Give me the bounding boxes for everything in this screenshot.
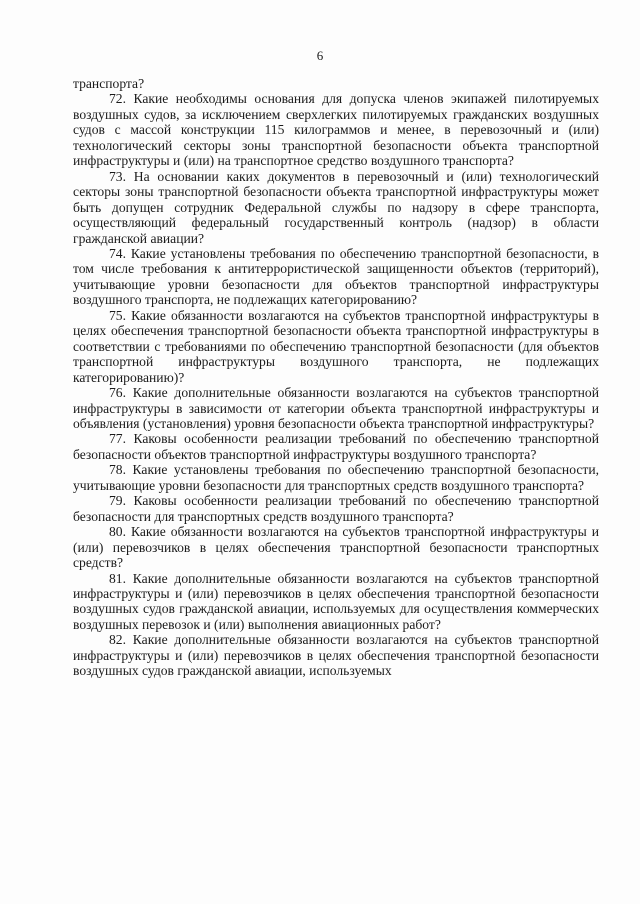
document-body (73, 76, 599, 679)
question-73: 73. На основании каких документов в перевозочный и (или) технологический секторы зоны транспортной безопасности объекта транспортной инфраструктуры может быть допущен сотрудник Федеральной службы по надзору в сфере транспорта, осуществляющий федеральный государственный контроль (надзор) в области гражданской авиации? (73, 168, 599, 246)
question-81: 81. Какие дополнительные обязанности возлагаются на субъектов транспортной инфраструктуры и (или) перевозчиков в целях обеспечения транспортной безопасности воздушных судов гражданской авиации, используемых для осуществления коммерческих воздушных перевозок и (или) выполнения авиационных работ? (73, 570, 599, 632)
question-78: 78. Какие установлены требования по обеспечению транспортной безопасности, учитывающие уровни безопасности для транспортных средств воздушного транспорта? (73, 462, 599, 493)
page-number: 6 (316, 48, 324, 63)
question-72: 72. Какие необходимы основания для допуска членов экипажей пилотируемых воздушных судов, за исключением сверхлегких пилотируемых гражданских воздушных судов с массой конструкции 115 килограммов и менее, в перевозочный и (или) технологический секторы зоны транспортной безопасности объекта транспортной инфраструктуры и (или) на транспортное средство воздушного транспорта? (73, 91, 599, 169)
question-80: 80. Какие обязанности возлагаются на субъектов транспортной инфраструктуры и (или) перевозчиков в целях обеспечения транспортной безопасности транспортных средств? (73, 524, 599, 571)
question-82: 82. Какие дополнительные обязанности возлагаются на субъектов транспортной инфраструктуры и (или) перевозчиков в целях обеспечения транспортной безопасности воздушных судов гражданской авиации, используемых (73, 632, 599, 679)
paragraph-continuation: транспорта? (73, 76, 145, 91)
question-77: 77. Каковы особенности реализации требований по обеспечению транспортной безопасности объектов транспортной инфраструктуры воздушного транспорта? (73, 431, 599, 462)
question-79: 79. Каковы особенности реализации требований по обеспечению транспортной безопасности для транспортных средств воздушного транспорта? (73, 493, 599, 524)
question-76: 76. Какие дополнительные обязанности возлагаются на субъектов транспортной инфраструктуры в зависимости от категории объекта транспортной инфраструктуры и объявления (установления) уровня безопасности объекта транспортной инфраструктуры? (73, 385, 599, 431)
question-75: 75. Какие обязанности возлагаются на субъектов транспортной инфраструктуры в целях обеспечения транспортной безопасности объекта транспортной инфраструктуры в соответствии с требованиями по обеспечению транспортной безопасности (для объектов транспортной инфраструктуры воздушного транспорта, не подлежащих категорированию)? (73, 307, 599, 385)
question-74: 74. Какие установлены требования по обеспечению транспортной безопасности, в том числе требования к антитеррористической защищенности объектов (территорий), учитывающие уровни безопасности для объектов транспортной инфраструктуры воздушного транспорта, не подлежащих категорированию? (73, 245, 599, 308)
